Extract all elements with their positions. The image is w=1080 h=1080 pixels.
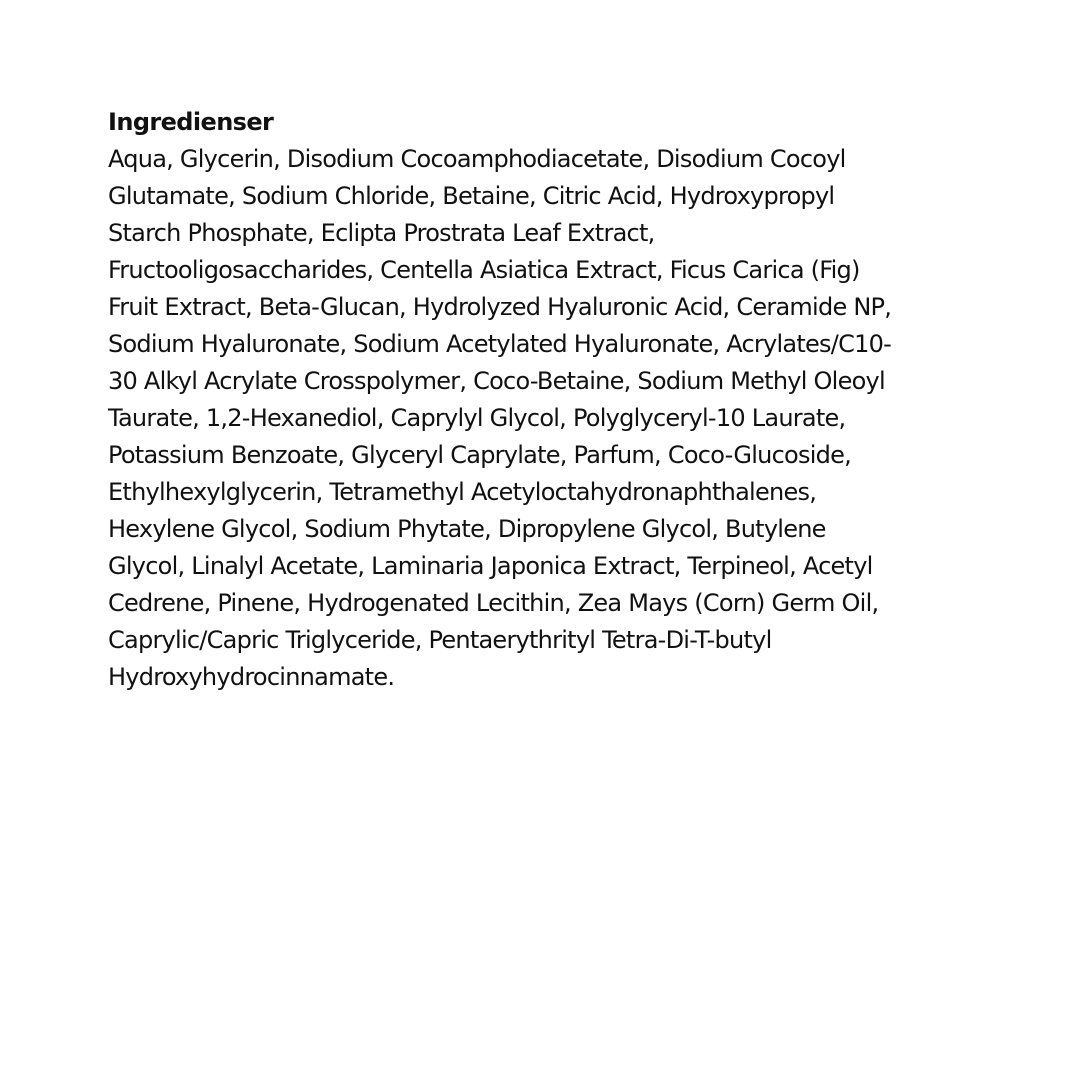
ingredients-line: Hydroxyhydrocinnamate. — [108, 663, 395, 691]
ingredients-line: 30 Alkyl Acrylate Crosspolymer, Coco-Betaine, Sodium Methyl Oleoyl — [108, 367, 885, 395]
ingredients-line: Sodium Hyaluronate, Sodium Acetylated Hyaluronate, Acrylates/C10- — [108, 330, 892, 358]
ingredients-line: Hexylene Glycol, Sodium Phytate, Dipropylene Glycol, Butylene — [108, 515, 826, 543]
ingredients-line: Caprylic/Capric Triglyceride, Pentaerythrityl Tetra-Di-T-butyl — [108, 626, 772, 654]
ingredients-heading: Ingredienser — [108, 108, 274, 136]
ingredients-line: Cedrene, Pinene, Hydrogenated Lecithin, Zea Mays (Corn) Germ Oil, — [108, 589, 879, 617]
ingredients-line: Aqua, Glycerin, Disodium Cocoamphodiacetate, Disodium Cocoyl — [108, 145, 846, 173]
ingredients-line: Ethylhexylglycerin, Tetramethyl Acetyloctahydronaphthalenes, — [108, 478, 817, 506]
ingredients-line: Glycol, Linalyl Acetate, Laminaria Japonica Extract, Terpineol, Acetyl — [108, 552, 873, 580]
ingredients-line: Fructooligosaccharides, Centella Asiatica Extract, Ficus Carica (Fig) — [108, 256, 860, 284]
ingredients-line: Fruit Extract, Beta-Glucan, Hydrolyzed Hyaluronic Acid, Ceramide NP, — [108, 293, 892, 321]
ingredients-list — [108, 141, 1008, 696]
ingredients-section — [108, 104, 1008, 696]
ingredients-line: Glutamate, Sodium Chloride, Betaine, Citric Acid, Hydroxypropyl — [108, 182, 835, 210]
ingredients-line: Starch Phosphate, Eclipta Prostrata Leaf Extract, — [108, 219, 655, 247]
ingredients-line: Potassium Benzoate, Glyceryl Caprylate, Parfum, Coco-Glucoside, — [108, 441, 852, 469]
ingredients-line: Taurate, 1,2-Hexanediol, Caprylyl Glycol, Polyglyceryl-10 Laurate, — [108, 404, 846, 432]
